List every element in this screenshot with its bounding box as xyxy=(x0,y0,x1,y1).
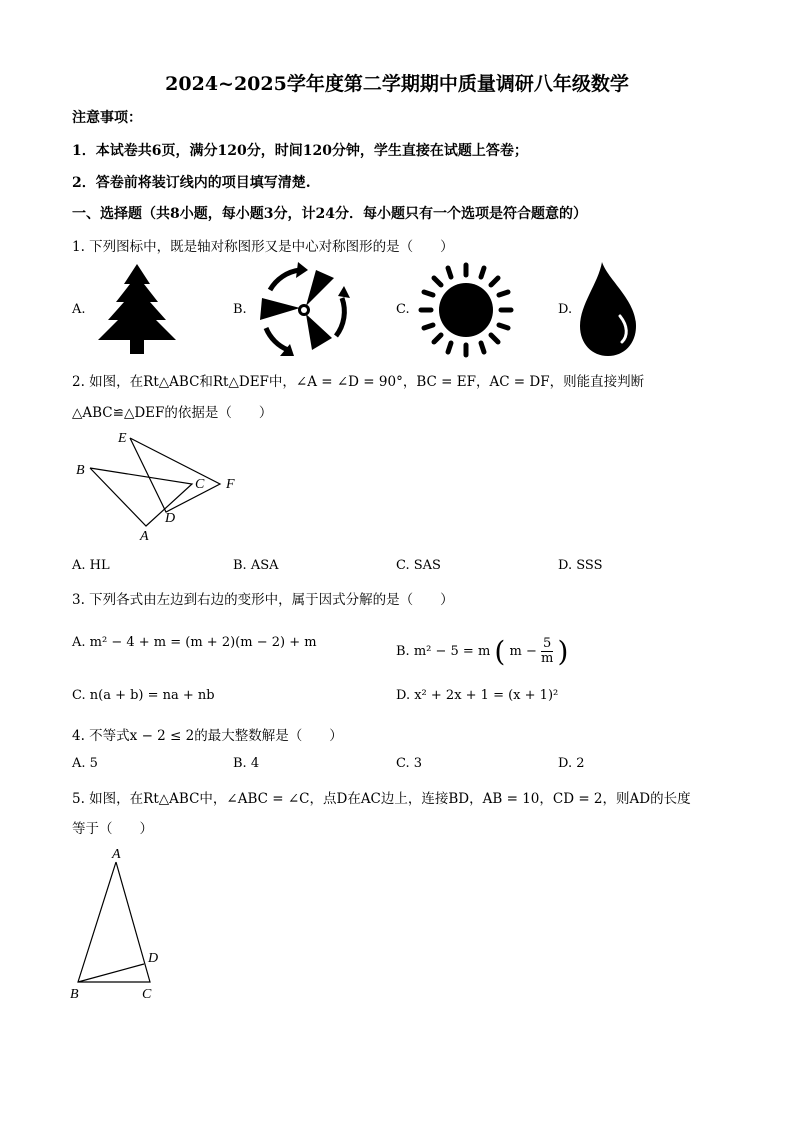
q2-option-d: D. SSS xyxy=(558,558,603,573)
question-2-stem-line1: 2. 如图，在Rt△ABC和Rt△DEF中，∠A = ∠D = 90°，BC = EF，AC = DF，则能直接判断 xyxy=(72,374,645,390)
label-c: C xyxy=(142,987,152,1002)
water-drop-icon xyxy=(578,260,640,358)
notice-item-1: 1．本试卷共6页，满分120分，时间120分钟，学生直接在试题上答卷； xyxy=(72,143,528,159)
left-paren: ( xyxy=(494,635,506,668)
q4-option-d: D. 2 xyxy=(558,756,585,771)
q1-option-a: A. xyxy=(72,302,86,317)
question-4-stem: 4. 不等式x − 2 ≤ 2的最大整数解是（ ） xyxy=(72,728,343,744)
label-a: A xyxy=(140,529,149,544)
section-heading: 一、选择题（共8小题，每小题3分，计24分．每小题只有一个选项是符合题意的） xyxy=(72,206,587,222)
question-2-stem-line2: △ABC≌△DEF的依据是（ ） xyxy=(72,405,273,421)
label-c: C xyxy=(195,477,205,492)
q2-option-c: C. SAS xyxy=(396,558,441,573)
notice-heading: 注意事项： xyxy=(72,110,142,126)
label-a: A xyxy=(112,847,121,862)
q3-option-c: C. n(a + b) = na + nb xyxy=(72,688,215,703)
q1-option-b: B. xyxy=(233,302,247,317)
fraction-numerator: 5 xyxy=(541,637,553,652)
q2-triangles-figure xyxy=(72,428,252,548)
sun-icon xyxy=(418,262,514,358)
q3-option-b-prefix: B. m² − 5 = m xyxy=(396,644,491,659)
right-paren: ) xyxy=(557,635,569,668)
notice-item-2: 2．答卷前将装订线内的项目填写清楚. xyxy=(72,175,311,191)
q4-option-a: A. 5 xyxy=(72,756,98,771)
q1-option-d: D. xyxy=(558,302,573,317)
question-1-stem: 1. 下列图标中，既是轴对称图形又是中心对称图形的是（ ） xyxy=(72,239,454,255)
label-b: B xyxy=(70,987,79,1002)
label-b: B xyxy=(76,463,85,478)
q3-option-d: D. x² + 2x + 1 = (x + 1)² xyxy=(396,688,559,703)
label-d: D xyxy=(148,951,159,966)
question-5-stem-line2: 等于（ ） xyxy=(72,821,153,837)
q3-option-b-inner: m − xyxy=(509,644,537,659)
q4-option-c: C. 3 xyxy=(396,756,423,771)
label-f: F xyxy=(226,477,235,492)
q5-triangle-figure xyxy=(66,846,176,1002)
q4-option-b: B. 4 xyxy=(233,756,260,771)
question-5-stem-line1: 5. 如图，在Rt△ABC中，∠ABC = ∠C，点D在AC边上，连接BD，AB = 10，CD = 2，则AD的长度 xyxy=(72,791,691,807)
fan-icon xyxy=(250,262,360,356)
label-e: E xyxy=(118,431,127,446)
tree-icon xyxy=(92,262,182,357)
fraction-denominator: m xyxy=(541,651,554,666)
question-3-stem: 3. 下列各式由左边到右边的变形中，属于因式分解的是（ ） xyxy=(72,592,454,608)
label-d: D xyxy=(165,511,176,526)
q3-option-b xyxy=(396,635,568,668)
q2-option-a: A. HL xyxy=(72,558,110,573)
fraction xyxy=(541,637,553,666)
q2-option-b: B. ASA xyxy=(233,558,279,573)
page-title: 2024~2025学年度第二学期期中质量调研八年级数学 xyxy=(165,73,629,95)
q1-option-c: C. xyxy=(396,302,410,317)
q3-option-a: A. m² − 4 + m = (m + 2)(m − 2) + m xyxy=(72,635,317,650)
